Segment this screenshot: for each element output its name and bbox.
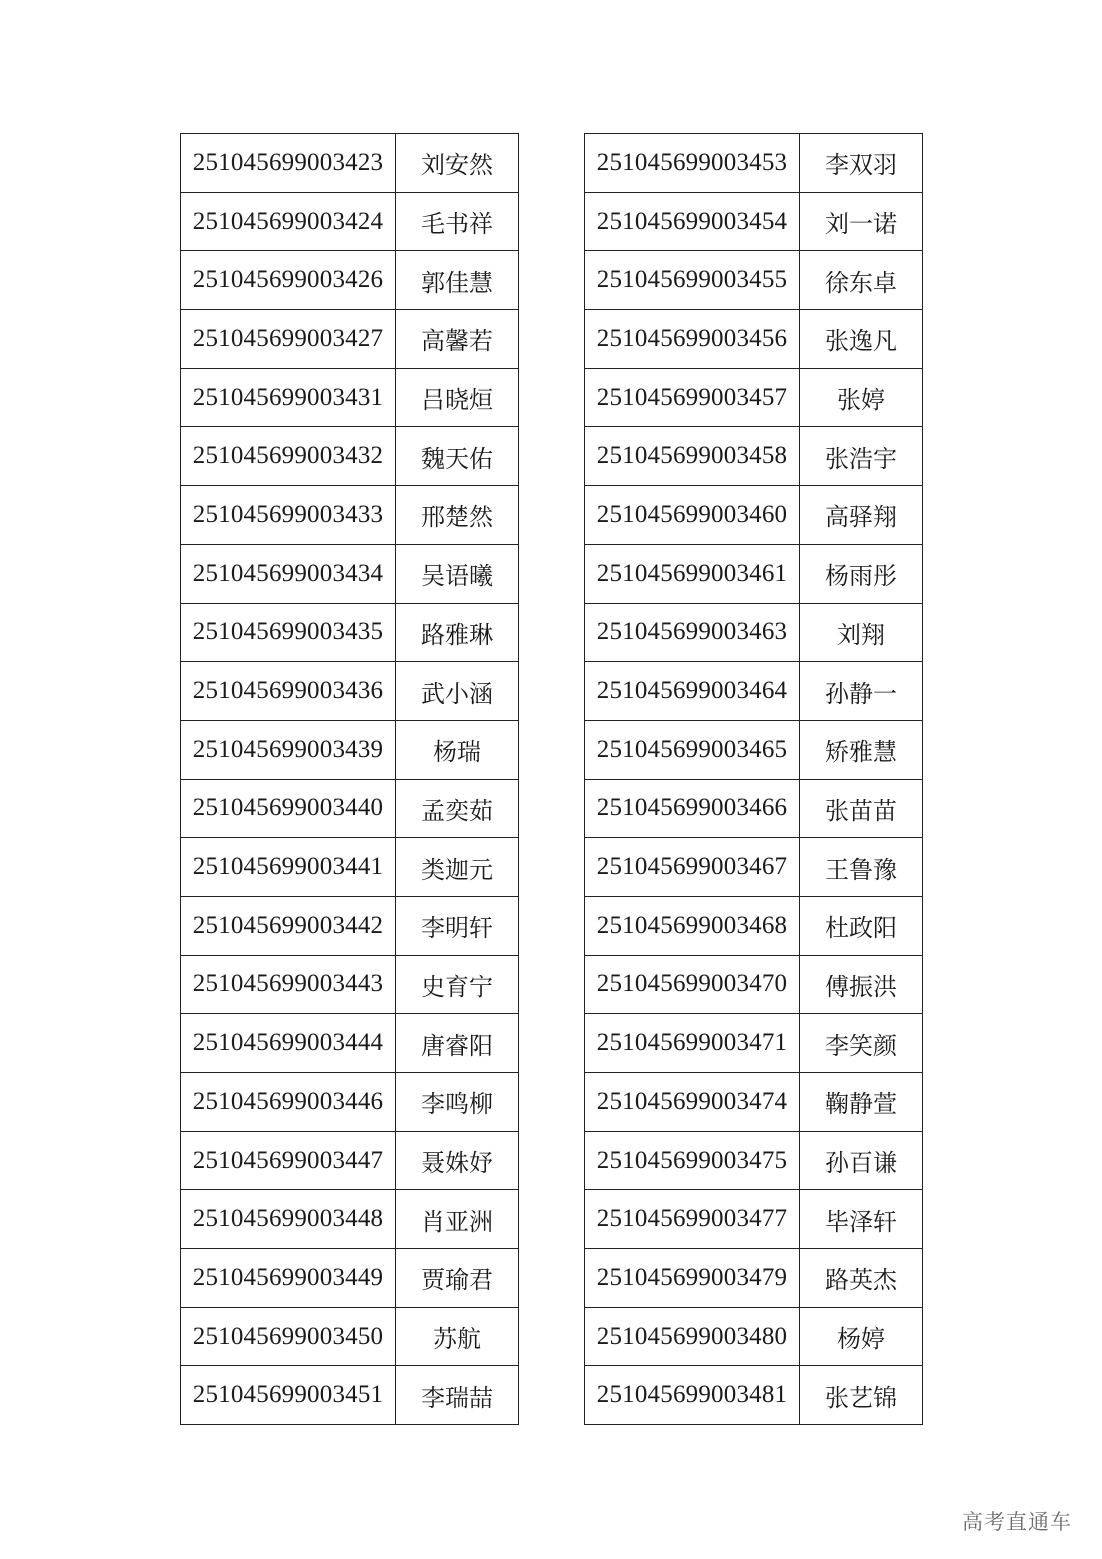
exam-number-cell: 251045699003480 [585, 1307, 800, 1366]
table-row [181, 1014, 519, 1073]
exam-number-cell: 251045699003440 [181, 779, 396, 838]
exam-number-cell: 251045699003439 [181, 720, 396, 779]
student-name-cell: 刘一诺 [800, 192, 923, 251]
roster-table-left [180, 133, 519, 1425]
exam-number-cell: 251045699003434 [181, 544, 396, 603]
student-name-cell: 张浩宇 [800, 427, 923, 486]
student-name-cell: 邢楚然 [396, 486, 519, 545]
student-name-cell: 徐东卓 [800, 251, 923, 310]
student-name-cell: 高馨若 [396, 310, 519, 369]
table-row [181, 134, 519, 193]
table-row [181, 1307, 519, 1366]
exam-number-cell: 251045699003446 [181, 1073, 396, 1132]
table-row [181, 251, 519, 310]
student-name-cell: 李鸣柳 [396, 1073, 519, 1132]
student-name-cell: 聂姝妤 [396, 1131, 519, 1190]
table-row [585, 544, 923, 603]
exam-number-cell: 251045699003457 [585, 368, 800, 427]
exam-number-cell: 251045699003466 [585, 779, 800, 838]
table-row [181, 1073, 519, 1132]
student-name-cell: 王鲁豫 [800, 838, 923, 897]
student-name-cell: 李明轩 [396, 896, 519, 955]
table-row [181, 1131, 519, 1190]
exam-number-cell: 251045699003471 [585, 1014, 800, 1073]
student-name-cell: 类迦元 [396, 838, 519, 897]
exam-number-cell: 251045699003477 [585, 1190, 800, 1249]
table-row [585, 896, 923, 955]
student-name-cell: 孟奕茹 [396, 779, 519, 838]
student-name-cell: 杨婷 [800, 1307, 923, 1366]
exam-number-cell: 251045699003467 [585, 838, 800, 897]
table-row [181, 838, 519, 897]
exam-number-cell: 251045699003449 [181, 1249, 396, 1308]
table-row [585, 310, 923, 369]
exam-number-cell: 251045699003465 [585, 720, 800, 779]
table-row [585, 603, 923, 662]
table-row [181, 368, 519, 427]
exam-number-cell: 251045699003450 [181, 1307, 396, 1366]
table-row [585, 1366, 923, 1425]
student-name-cell: 张苗苗 [800, 779, 923, 838]
exam-number-cell: 251045699003424 [181, 192, 396, 251]
table-row [585, 192, 923, 251]
table-row [585, 662, 923, 721]
exam-number-cell: 251045699003461 [585, 544, 800, 603]
table-row [585, 1307, 923, 1366]
table-row [181, 955, 519, 1014]
table-row [585, 368, 923, 427]
student-name-cell: 李瑞喆 [396, 1366, 519, 1425]
table-row [181, 720, 519, 779]
exam-number-cell: 251045699003423 [181, 134, 396, 193]
exam-number-cell: 251045699003453 [585, 134, 800, 193]
student-name-cell: 杨雨彤 [800, 544, 923, 603]
table-row [585, 1190, 923, 1249]
table-row [181, 1366, 519, 1425]
table-row [585, 1249, 923, 1308]
table-row [181, 544, 519, 603]
student-name-cell: 贾瑜君 [396, 1249, 519, 1308]
exam-number-cell: 251045699003479 [585, 1249, 800, 1308]
exam-number-cell: 251045699003454 [585, 192, 800, 251]
student-name-cell: 孙静一 [800, 662, 923, 721]
table-row [585, 1073, 923, 1132]
table-row [585, 1131, 923, 1190]
table-row [585, 251, 923, 310]
student-name-cell: 肖亚洲 [396, 1190, 519, 1249]
exam-number-cell: 251045699003442 [181, 896, 396, 955]
exam-number-cell: 251045699003481 [585, 1366, 800, 1425]
student-name-cell: 苏航 [396, 1307, 519, 1366]
student-name-cell: 李笑颜 [800, 1014, 923, 1073]
exam-number-cell: 251045699003463 [585, 603, 800, 662]
student-name-cell: 杨瑞 [396, 720, 519, 779]
exam-number-cell: 251045699003435 [181, 603, 396, 662]
table-row [181, 1190, 519, 1249]
student-name-cell: 毕泽轩 [800, 1190, 923, 1249]
table-row [585, 1014, 923, 1073]
student-name-cell: 路英杰 [800, 1249, 923, 1308]
exam-number-cell: 251045699003455 [585, 251, 800, 310]
student-name-cell: 魏天佑 [396, 427, 519, 486]
exam-number-cell: 251045699003444 [181, 1014, 396, 1073]
exam-number-cell: 251045699003464 [585, 662, 800, 721]
student-name-cell: 吴语曦 [396, 544, 519, 603]
exam-number-cell: 251045699003448 [181, 1190, 396, 1249]
table-row [585, 779, 923, 838]
student-name-cell: 张逸凡 [800, 310, 923, 369]
roster-table-right-body [585, 134, 923, 1425]
exam-number-cell: 251045699003443 [181, 955, 396, 1014]
student-name-cell: 吕晓烜 [396, 368, 519, 427]
exam-number-cell: 251045699003432 [181, 427, 396, 486]
watermark-text: 高考直通车 [962, 1510, 1072, 1534]
table-row [181, 1249, 519, 1308]
roster-table-right [584, 133, 923, 1425]
student-name-cell: 张艺锦 [800, 1366, 923, 1425]
student-name-cell: 李双羽 [800, 134, 923, 193]
table-row [585, 134, 923, 193]
student-name-cell: 刘翔 [800, 603, 923, 662]
exam-number-cell: 251045699003436 [181, 662, 396, 721]
table-row [181, 310, 519, 369]
student-name-cell: 矫雅慧 [800, 720, 923, 779]
exam-number-cell: 251045699003427 [181, 310, 396, 369]
student-name-cell: 郭佳慧 [396, 251, 519, 310]
exam-number-cell: 251045699003458 [585, 427, 800, 486]
exam-number-cell: 251045699003456 [585, 310, 800, 369]
exam-number-cell: 251045699003426 [181, 251, 396, 310]
exam-number-cell: 251045699003468 [585, 896, 800, 955]
table-row [181, 662, 519, 721]
table-row [585, 955, 923, 1014]
exam-number-cell: 251045699003431 [181, 368, 396, 427]
table-row [181, 427, 519, 486]
table-row [181, 603, 519, 662]
student-name-cell: 史育宁 [396, 955, 519, 1014]
student-name-cell: 唐睿阳 [396, 1014, 519, 1073]
exam-number-cell: 251045699003451 [181, 1366, 396, 1425]
table-row [181, 896, 519, 955]
student-name-cell: 高驿翔 [800, 486, 923, 545]
student-name-cell: 傅振洪 [800, 955, 923, 1014]
table-row [585, 838, 923, 897]
table-row [585, 720, 923, 779]
exam-number-cell: 251045699003433 [181, 486, 396, 545]
student-name-cell: 毛书祥 [396, 192, 519, 251]
exam-number-cell: 251045699003447 [181, 1131, 396, 1190]
exam-number-cell: 251045699003460 [585, 486, 800, 545]
table-row [181, 486, 519, 545]
table-row [585, 427, 923, 486]
table-row [181, 779, 519, 838]
student-name-cell: 张婷 [800, 368, 923, 427]
exam-number-cell: 251045699003441 [181, 838, 396, 897]
table-row [181, 192, 519, 251]
exam-number-cell: 251045699003470 [585, 955, 800, 1014]
roster-table-left-body [181, 134, 519, 1425]
table-row [585, 486, 923, 545]
student-name-cell: 杜政阳 [800, 896, 923, 955]
student-name-cell: 孙百谦 [800, 1131, 923, 1190]
student-name-cell: 鞠静萱 [800, 1073, 923, 1132]
student-name-cell: 武小涵 [396, 662, 519, 721]
student-name-cell: 路雅琳 [396, 603, 519, 662]
student-name-cell: 刘安然 [396, 134, 519, 193]
exam-number-cell: 251045699003475 [585, 1131, 800, 1190]
exam-number-cell: 251045699003474 [585, 1073, 800, 1132]
